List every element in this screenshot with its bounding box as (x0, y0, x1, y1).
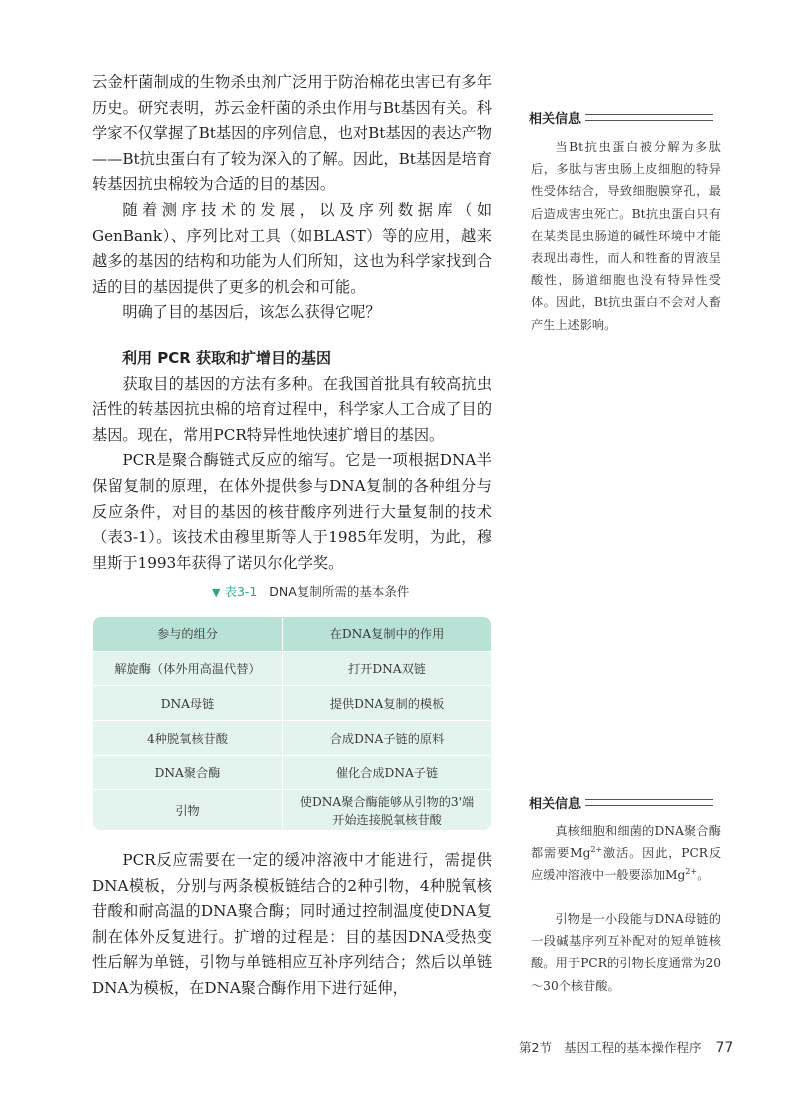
paragraph-methods: 获取目的基因的方法有多种。在我国首批具有较高抗虫活性的转基因抗虫棉的培育过程中，科学家人工合成了目的基因。现在，常用PCR特异性地快速扩增目的基因。 (92, 374, 492, 444)
section-pcr (92, 346, 492, 576)
table-row (93, 720, 491, 756)
sidebar-note-bt-protein: 当Bt抗虫蛋白被分解为多肽后，多肽与害虫肠上皮细胞的特异性受体结合，导致细胞膜穿孔，最后造成害虫死亡。Bt抗虫蛋白只有在某类昆虫肠道的碱性环境中才能表现出毒性，而人和牲畜的胃液呈酸性，肠道细胞也没有特异性受体。因此，Bt抗虫蛋白不会对人畜产生上述影响。 (531, 140, 721, 332)
footer-section: 第2节 (519, 1040, 552, 1055)
table-cell: 合成DNA子链的原料 (282, 721, 491, 756)
table-row (93, 755, 491, 790)
table-row (93, 685, 491, 721)
sidebar-note-polymerase: 真核细胞和细菌的DNA聚合酶都需要$Mg^{2+}$激活。因此，PCR反应缓冲溶液中一般要添加$Mg^{2+}$。 (531, 824, 722, 883)
table-cell: DNA聚合酶 (154, 766, 221, 780)
sidebar-title (529, 793, 713, 812)
page-number: 77 (715, 1040, 734, 1056)
sidebar-title-rule (585, 799, 713, 806)
table-title: DNA复制所需的基本条件 (269, 584, 410, 599)
table-cell: 使DNA聚合酶能够从引物的3'端开始连接脱氧核苷酸 (282, 790, 491, 830)
paragraph-pcr-definition: PCR是聚合酶链式反应的缩写。它是一项根据DNA半保留复制的原理，在体外提供参与DNA复制的各种组分与反应条件，对目的基因的核苷酸序列进行大量复制的技术（表3-1）。该技术由穆里斯等人于1985年发明，为此，穆里斯于1993年获得了诺贝尔化学奖。 (92, 451, 492, 572)
section-heading: 利用 PCR 获取和扩增目的基因 (122, 349, 331, 367)
paragraph-pcr-process: PCR反应需要在一定的缓冲溶液中才能进行，需提供DNA模板，分别与两条模板链结合的2种引物，4种脱氧核苷酸和耐高温的DNA聚合酶；同时通过控制温度使DNA复制在体外反复进行。扩增的过程是：目的基因DNA受热变性后解为单链，引物与单链相应互补序列结合；然后以单链DNA为模板，在DNA聚合酶作用下进行延伸， (92, 851, 492, 997)
table-label: 表3-1 (224, 584, 258, 599)
sidebar-title-rule (585, 114, 713, 121)
sidebar-title (529, 108, 713, 127)
sidebar-note-primer: 引物是一小段能与DNA母链的一段碱基序列互补配对的短单链核酸。用于PCR的引物长度通常为20～30个核苷酸。 (531, 912, 721, 993)
table-header-cell: 参与的组分 (157, 627, 218, 641)
table-header-row (93, 617, 491, 651)
table-cell: DNA母链 (160, 696, 215, 711)
table-cell: 解旋酶（体外用高温代替） (114, 662, 261, 676)
table-cell: 引物 (175, 803, 200, 818)
table-row (93, 789, 491, 830)
main-text-lower (92, 848, 492, 1002)
paragraph-bt-gene: 云金杆菌制成的生物杀虫剂广泛用于防治棉花虫害已有多年历史。研究表明，苏云金杆菌的杀虫作用与Bt基因有关。科学家不仅掌握了Bt基因的序列信息，也对Bt基因的表达产物——Bt抗虫蛋白有了较为深入的了解。因此，Bt基因是培育转基因抗虫棉较为合适的目的基因。 (92, 73, 492, 194)
table-row (93, 651, 491, 686)
paragraph-sequencing: 随着测序技术的发展，以及序列数据库（如GenBank）、序列比对工具（如BLAST）等的应用，越来越多的基因的结构和功能为人们所知，这也为科学家找到合适的目的基因提供了更多的机会和可能。 (92, 200, 492, 296)
dna-replication-table (93, 617, 491, 830)
sidebar-title-text: 相关信息 (529, 797, 582, 812)
table-cell: 催化合成DNA子链 (282, 756, 491, 790)
footer-title: 基因工程的基本操作程序 (563, 1040, 702, 1055)
sidebar-title-text: 相关信息 (529, 112, 582, 127)
paragraph-question: 明确了目的基因后，该怎么获得它呢？ (122, 303, 381, 322)
table-header-cell: 在DNA复制中的作用 (282, 617, 491, 651)
page-footer (519, 1038, 733, 1056)
main-text-upper (92, 70, 492, 326)
table-cell: 打开DNA双链 (282, 652, 491, 686)
table-cell: 提供DNA复制的模板 (282, 686, 491, 721)
triangle-marker-icon: ▼ (212, 586, 221, 599)
table-cell: 4种脱氧核苷酸 (147, 731, 228, 746)
table-caption (212, 582, 409, 600)
